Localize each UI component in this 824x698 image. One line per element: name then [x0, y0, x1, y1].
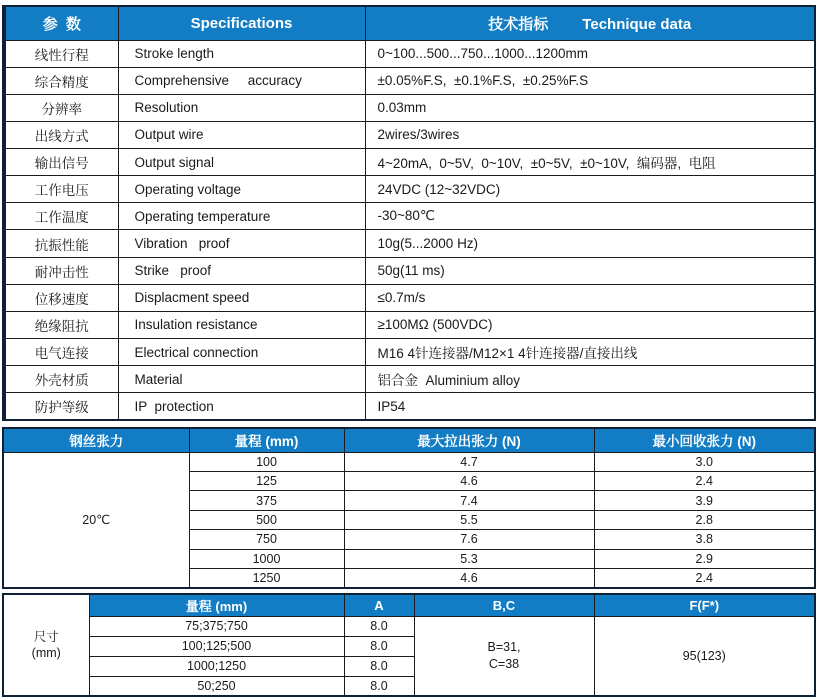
tension-condition: 20℃ [3, 452, 189, 588]
param-cn: 输出信号 [4, 149, 118, 176]
spec-row-accuracy [4, 67, 815, 94]
param-value: ≥100MΩ (500VDC) [365, 311, 815, 338]
max-pull-value: 4.6 [344, 471, 594, 490]
wire-tension-table [2, 427, 816, 589]
spec-header-specifications: Specifications [118, 6, 365, 40]
param-en: Material [118, 366, 365, 393]
spec-row-operating-temperature [4, 203, 815, 230]
param-value: 10g(5...2000 Hz) [365, 230, 815, 257]
param-en: Output wire [118, 121, 365, 148]
param-value: -30~80℃ [365, 203, 815, 230]
param-en: Insulation resistance [118, 311, 365, 338]
param-en: Operating temperature [118, 203, 365, 230]
max-pull-value: 7.6 [344, 530, 594, 549]
dimension-header-f: F(F*) [594, 594, 815, 616]
param-cn: 耐冲击性 [4, 257, 118, 284]
tension-header-wire-tension: 钢丝张力 [3, 428, 189, 452]
spec-row-ip-protection [4, 393, 815, 420]
param-en: Stroke length [118, 40, 365, 67]
tension-header-max-pull: 最大拉出张力 (N) [344, 428, 594, 452]
param-value: IP54 [365, 393, 815, 420]
range-value: 100 [189, 452, 344, 471]
tension-header-row [3, 428, 815, 452]
a-value: 8.0 [344, 616, 414, 636]
param-en: IP protection [118, 393, 365, 420]
param-cn: 工作电压 [4, 176, 118, 203]
dimension-label-unit: (mm) [31, 646, 61, 660]
range-value: 125 [189, 471, 344, 490]
param-cn: 外壳材质 [4, 366, 118, 393]
min-retract-value: 3.8 [594, 530, 815, 549]
param-en: Comprehensive accuracy [118, 67, 365, 94]
range-value: 1000;1250 [89, 656, 344, 676]
param-cn: 综合精度 [4, 67, 118, 94]
range-value: 375 [189, 491, 344, 510]
min-retract-value: 2.8 [594, 510, 815, 529]
spec-row-vibration-proof [4, 230, 815, 257]
f-value: 95(123) [594, 616, 815, 696]
tension-row [3, 452, 815, 471]
param-en: Resolution [118, 94, 365, 121]
tension-header-min-retract: 最小回收张力 (N) [594, 428, 815, 452]
tension-header-range: 量程 (mm) [189, 428, 344, 452]
bc-line-b: B=31, [487, 639, 521, 654]
param-value: 50g(11 ms) [365, 257, 815, 284]
param-value: 4~20mA, 0~5V, 0~10V, ±0~5V, ±0~10V, 编码器, 电阻 [365, 149, 815, 176]
spec-header-technique-data [365, 6, 815, 40]
param-en: Strike proof [118, 257, 365, 284]
spec-row-output-wire [4, 121, 815, 148]
range-value: 100;125;500 [89, 636, 344, 656]
param-cn: 线性行程 [4, 40, 118, 67]
dimension-header-range: 量程 (mm) [89, 594, 344, 616]
max-pull-value: 5.5 [344, 510, 594, 529]
a-value: 8.0 [344, 656, 414, 676]
min-retract-value: 3.9 [594, 491, 815, 510]
spec-row-material [4, 366, 815, 393]
range-value: 75;375;750 [89, 616, 344, 636]
spec-row-stroke-length [4, 40, 815, 67]
spec-row-insulation-resistance [4, 311, 815, 338]
param-value: M16 4针连接器/M12×1 4针连接器/直接出线 [365, 339, 815, 366]
spec-header-tech-cn: 技术指标 [488, 15, 549, 33]
param-value: ≤0.7m/s [365, 284, 815, 311]
dimension-header-row [3, 594, 815, 616]
max-pull-value: 7.4 [344, 491, 594, 510]
param-value: ±0.05%F.S, ±0.1%F.S, ±0.25%F.S [365, 67, 815, 94]
param-cn: 工作温度 [4, 203, 118, 230]
param-cn: 出线方式 [4, 121, 118, 148]
a-value: 8.0 [344, 636, 414, 656]
dimension-row-label [3, 594, 89, 696]
param-value: 2wires/3wires [365, 121, 815, 148]
spec-row-strike-proof [4, 257, 815, 284]
min-retract-value: 3.0 [594, 452, 815, 471]
bc-value [414, 616, 594, 696]
range-value: 750 [189, 530, 344, 549]
param-cn: 绝缘阻抗 [4, 311, 118, 338]
dimension-header-a: A [344, 594, 414, 616]
param-value: 0~100...500...750...1000...1200mm [365, 40, 815, 67]
param-cn: 分辨率 [4, 94, 118, 121]
max-pull-value: 4.7 [344, 452, 594, 471]
spec-table [2, 5, 816, 421]
param-cn: 电气连接 [4, 339, 118, 366]
bc-line-c: C=38 [488, 656, 520, 671]
param-value: 铝合金 Aluminium alloy [365, 366, 815, 393]
range-value: 1250 [189, 569, 344, 588]
min-retract-value: 2.4 [594, 471, 815, 490]
param-cn: 抗振性能 [4, 230, 118, 257]
range-value: 1000 [189, 549, 344, 568]
dimension-header-bc: B,C [414, 594, 594, 616]
dimension-row [3, 616, 815, 636]
range-value: 500 [189, 510, 344, 529]
param-cn: 位移速度 [4, 284, 118, 311]
max-pull-value: 4.6 [344, 569, 594, 588]
spec-row-resolution [4, 94, 815, 121]
param-en: Output signal [118, 149, 365, 176]
min-retract-value: 2.4 [594, 569, 815, 588]
spec-row-output-signal [4, 149, 815, 176]
param-en: Vibration proof [118, 230, 365, 257]
spec-row-displacement-speed [4, 284, 815, 311]
spec-row-operating-voltage [4, 176, 815, 203]
param-cn: 防护等级 [4, 393, 118, 420]
param-value: 24VDC (12~32VDC) [365, 176, 815, 203]
dimension-label-cn: 尺寸 [33, 629, 59, 644]
spec-row-electrical-connection [4, 339, 815, 366]
param-en: Operating voltage [118, 176, 365, 203]
spec-header-row [4, 6, 815, 40]
dimension-table [2, 593, 816, 697]
spec-header-tech-en: Technique data [582, 15, 692, 33]
param-en: Electrical connection [118, 339, 365, 366]
a-value: 8.0 [344, 676, 414, 696]
max-pull-value: 5.3 [344, 549, 594, 568]
range-value: 50;250 [89, 676, 344, 696]
param-en: Displacment speed [118, 284, 365, 311]
min-retract-value: 2.9 [594, 549, 815, 568]
spec-header-param: 参 数 [4, 6, 118, 40]
param-value: 0.03mm [365, 94, 815, 121]
